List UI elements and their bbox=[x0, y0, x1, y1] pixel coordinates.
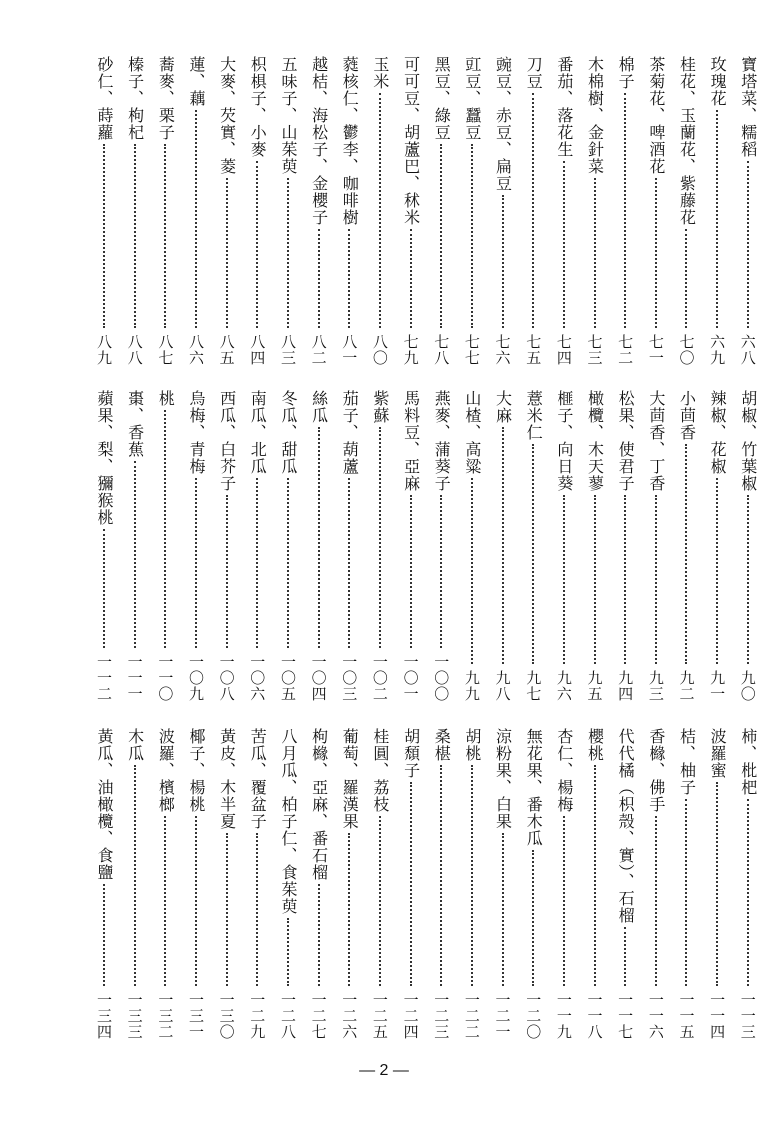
toc-entry bbox=[337, 56, 361, 366]
toc-entry-title: 辣椒、花椒 bbox=[708, 390, 728, 475]
toc-entry-title: 山楂、高粱 bbox=[462, 390, 482, 475]
toc-entry-page: 一一二 bbox=[95, 654, 113, 702]
toc-entry-title: 香櫞、佛手 bbox=[646, 728, 666, 813]
toc-entry-title: 蕎麥、栗子 bbox=[156, 56, 176, 141]
toc-entry bbox=[521, 56, 545, 366]
toc-entry bbox=[276, 56, 300, 366]
dotted-leader bbox=[532, 444, 534, 664]
toc-entry-page: 一〇二 bbox=[370, 654, 389, 702]
toc-entry-title: 桑椹 bbox=[432, 728, 452, 762]
toc-entry-title: 絲瓜 bbox=[309, 390, 329, 424]
toc-entry-page: 九八 bbox=[493, 670, 512, 702]
toc-entry-page: 一一八 bbox=[585, 992, 604, 1040]
toc-entry-title: 松果、使君子 bbox=[616, 390, 636, 492]
toc-entry bbox=[644, 728, 668, 1040]
toc-entry-title: 桂花、玉蘭花、紫藤花 bbox=[677, 56, 697, 226]
toc-entry bbox=[674, 390, 698, 702]
toc-entry-page: 七六 bbox=[493, 334, 512, 366]
dotted-leader bbox=[318, 229, 320, 328]
toc-entry-page: 七七 bbox=[462, 334, 481, 366]
dotted-leader bbox=[287, 918, 289, 986]
toc-entry-page: 九四 bbox=[616, 670, 635, 702]
dotted-leader bbox=[747, 799, 749, 986]
toc-entry-page: 一三一 bbox=[186, 992, 205, 1040]
toc-entry bbox=[674, 728, 698, 1040]
toc-entry-page: 九六 bbox=[554, 670, 573, 702]
dotted-leader bbox=[226, 178, 228, 328]
toc-entry-page: 七五 bbox=[524, 334, 543, 366]
toc-entry-page: 八五 bbox=[217, 334, 236, 366]
dotted-leader bbox=[563, 816, 565, 986]
toc-entry bbox=[245, 390, 269, 702]
toc-entry-title: 寶塔菜、糯稻 bbox=[738, 56, 758, 158]
toc-entry-page: 一〇六 bbox=[248, 654, 267, 702]
toc-entry bbox=[215, 728, 239, 1040]
toc-entry bbox=[368, 728, 392, 1040]
toc-entry-title: 枸櫞、亞麻、番石榴 bbox=[309, 728, 329, 881]
toc-entry-page: 一二九 bbox=[248, 992, 267, 1040]
dotted-leader bbox=[685, 229, 687, 328]
dotted-leader bbox=[134, 461, 136, 648]
toc-entry-page: 七二 bbox=[616, 334, 635, 366]
toc-entry-page: 一一〇 bbox=[156, 654, 175, 702]
toc-entry-title: 波羅蜜 bbox=[708, 728, 728, 779]
dotted-leader bbox=[655, 178, 657, 328]
dotted-leader bbox=[348, 478, 350, 648]
toc-entry bbox=[491, 728, 515, 1040]
toc-entry bbox=[613, 390, 637, 702]
dotted-leader bbox=[287, 478, 289, 648]
toc-entry-title: 蓮、藕 bbox=[186, 56, 206, 107]
toc-entry bbox=[184, 56, 208, 366]
toc-entry-page: 八二 bbox=[309, 334, 328, 366]
toc-entry bbox=[337, 390, 361, 702]
toc-entry-title: 五味子、山茱萸 bbox=[278, 56, 298, 175]
toc-entry-page: 九二 bbox=[677, 670, 696, 702]
toc-entry bbox=[460, 56, 484, 366]
dotted-leader bbox=[532, 93, 534, 328]
toc-entry bbox=[491, 390, 515, 702]
dotted-leader bbox=[226, 495, 228, 648]
toc-entry-title: 杏仁、楊梅 bbox=[554, 728, 574, 813]
dotted-leader bbox=[747, 161, 749, 328]
toc-entry-title: 烏梅、青梅 bbox=[186, 390, 206, 475]
toc-entry-title: 越桔、海松子、金櫻子 bbox=[309, 56, 329, 226]
dotted-leader bbox=[502, 427, 504, 664]
toc-entry-page: 八八 bbox=[125, 334, 144, 366]
dotted-leader bbox=[716, 782, 718, 986]
toc-entry-title: 胡頹子 bbox=[401, 728, 421, 779]
toc-entry-page: 一二一 bbox=[493, 992, 512, 1040]
toc-entry-title: 大麥、芡實、菱 bbox=[217, 56, 237, 175]
toc-entry bbox=[552, 728, 576, 1040]
toc-entry-page: 八四 bbox=[248, 334, 267, 366]
dotted-leader bbox=[134, 144, 136, 328]
dotted-leader bbox=[410, 229, 412, 328]
dotted-leader bbox=[410, 495, 412, 648]
dotted-leader bbox=[594, 495, 596, 664]
toc-entry bbox=[583, 390, 607, 702]
dotted-leader bbox=[195, 110, 197, 328]
toc-entry-title: 豇豆、蠶豆 bbox=[462, 56, 482, 141]
toc-entry bbox=[92, 390, 116, 702]
toc-entry-title: 玉米 bbox=[370, 56, 390, 90]
dotted-leader bbox=[440, 144, 442, 328]
toc-entry-page: 九五 bbox=[585, 670, 604, 702]
toc-entry-page: 七一 bbox=[646, 334, 665, 366]
toc-entry-title: 黃瓜、油橄欖、食鹽 bbox=[95, 728, 114, 881]
toc-entry-title: 馬料豆、亞麻 bbox=[401, 390, 421, 492]
toc-entry bbox=[399, 728, 423, 1040]
dotted-leader bbox=[103, 884, 105, 986]
toc-entry bbox=[92, 728, 116, 1040]
toc-entry-page: 八七 bbox=[156, 334, 175, 366]
toc-entry-title: 燕麥、蒲葵子 bbox=[432, 390, 452, 492]
toc-entry bbox=[123, 728, 147, 1040]
toc-entry bbox=[276, 390, 300, 702]
toc-entry-title: 桃 bbox=[156, 390, 176, 407]
dotted-leader bbox=[164, 410, 166, 648]
toc-entry-page: 一〇八 bbox=[217, 654, 236, 702]
toc-entry bbox=[399, 56, 423, 366]
toc-entry-page: 八九 bbox=[95, 334, 113, 366]
dotted-leader bbox=[471, 144, 473, 328]
toc-entry bbox=[521, 390, 545, 702]
toc-entry-title: 波羅、檳榔 bbox=[156, 728, 176, 813]
dotted-leader bbox=[256, 833, 258, 986]
toc-entry bbox=[307, 728, 331, 1040]
toc-entry-title: 柿、枇杷 bbox=[738, 728, 758, 796]
dotted-leader bbox=[655, 495, 657, 664]
dotted-leader bbox=[532, 850, 534, 986]
toc-entry-page: 六九 bbox=[708, 334, 727, 366]
toc-entry bbox=[460, 728, 484, 1040]
toc-entry-page: 一〇九 bbox=[186, 654, 205, 702]
toc-entry-title: 豌豆、赤豆、扁豆 bbox=[493, 56, 513, 192]
toc-entry bbox=[215, 390, 239, 702]
toc-entry-title: 刀豆 bbox=[524, 56, 544, 90]
toc-entry bbox=[644, 56, 668, 366]
toc-entry bbox=[153, 728, 177, 1040]
toc-entry bbox=[184, 390, 208, 702]
toc-entry-title: 紫蘇 bbox=[370, 390, 390, 424]
dotted-leader bbox=[624, 93, 626, 328]
dotted-leader bbox=[563, 161, 565, 328]
toc-entry-page: 一三二 bbox=[156, 992, 175, 1040]
toc-entry-page: 七三 bbox=[585, 334, 604, 366]
toc-entry bbox=[705, 56, 729, 366]
toc-entry-page: 一二五 bbox=[370, 992, 389, 1040]
toc-entry bbox=[521, 728, 545, 1040]
dotted-leader bbox=[226, 833, 228, 986]
toc-entry-page: 一〇一 bbox=[401, 654, 420, 702]
toc-entry bbox=[460, 390, 484, 702]
toc-entry-page: 一〇四 bbox=[309, 654, 328, 702]
dotted-leader bbox=[379, 427, 381, 648]
toc-entry-page: 八〇 bbox=[370, 334, 389, 366]
toc-entry-title: 茶菊花、啤酒花 bbox=[646, 56, 666, 175]
toc-entry-title: 木瓜 bbox=[125, 728, 145, 762]
toc-entry-title: 棗、香蕉 bbox=[125, 390, 145, 458]
toc-entry-title: 棉子 bbox=[616, 56, 636, 90]
toc-entry-title: 八月瓜、柏子仁、食茱萸 bbox=[278, 728, 298, 915]
toc-entry-page: 八三 bbox=[278, 334, 297, 366]
toc-entry-page: 一一五 bbox=[677, 992, 696, 1040]
dotted-leader bbox=[379, 816, 381, 986]
toc-entry-page: 一一四 bbox=[708, 992, 727, 1040]
toc-entry bbox=[153, 390, 177, 702]
toc-entry bbox=[153, 56, 177, 366]
dotted-leader bbox=[256, 478, 258, 648]
toc-entry-page: 九〇 bbox=[738, 670, 757, 702]
toc-entry-page: 一三三 bbox=[125, 992, 144, 1040]
dotted-leader bbox=[348, 833, 350, 986]
toc-entry bbox=[276, 728, 300, 1040]
toc-entry-page: 八六 bbox=[186, 334, 205, 366]
dotted-leader bbox=[256, 161, 258, 328]
toc-entry bbox=[307, 56, 331, 366]
toc-entry-page: 一一一 bbox=[125, 654, 144, 702]
toc-entry-page: 七八 bbox=[432, 334, 451, 366]
dotted-leader bbox=[440, 765, 442, 986]
toc-entry-page: 一〇〇 bbox=[432, 654, 451, 702]
toc-entry bbox=[552, 56, 576, 366]
toc-entry-title: 涼粉果、白果 bbox=[493, 728, 513, 830]
toc-entry-title: 無花果、番木瓜 bbox=[524, 728, 544, 847]
dotted-leader bbox=[502, 195, 504, 328]
toc-entry bbox=[613, 56, 637, 366]
toc-entry-title: 枳椇子、小麥 bbox=[248, 56, 268, 158]
dotted-leader bbox=[563, 495, 565, 664]
dotted-leader bbox=[195, 816, 197, 986]
dotted-leader bbox=[502, 833, 504, 986]
toc-entry-title: 番茄、落花生 bbox=[554, 56, 574, 158]
toc-entry bbox=[613, 728, 637, 1040]
dotted-leader bbox=[103, 529, 105, 648]
toc-entry-title: 冬瓜、甜瓜 bbox=[278, 390, 298, 475]
toc-entry bbox=[644, 390, 668, 702]
toc-entry-title: 砂仁、蒔蘿 bbox=[95, 56, 114, 141]
dotted-leader bbox=[348, 229, 350, 328]
toc-entry-page: 一一七 bbox=[616, 992, 635, 1040]
toc-entry bbox=[736, 56, 760, 366]
toc-entry-page: 九七 bbox=[524, 670, 543, 702]
toc-entry-page: 一二六 bbox=[340, 992, 359, 1040]
toc-entry-title: 榛子、枸杞 bbox=[125, 56, 145, 141]
toc-entry-page: 七九 bbox=[401, 334, 420, 366]
dotted-leader bbox=[747, 495, 749, 664]
dotted-leader bbox=[379, 93, 381, 328]
dotted-leader bbox=[716, 478, 718, 664]
dotted-leader bbox=[594, 765, 596, 986]
toc-block-top bbox=[92, 56, 760, 366]
toc-entry-page: 七〇 bbox=[677, 334, 696, 366]
toc-block-middle bbox=[92, 390, 760, 702]
dotted-leader bbox=[685, 799, 687, 986]
toc-entry-page: 一二八 bbox=[278, 992, 297, 1040]
toc-entry bbox=[123, 390, 147, 702]
toc-entry bbox=[399, 390, 423, 702]
toc-entry-title: 南瓜、北瓜 bbox=[248, 390, 268, 475]
dotted-leader bbox=[440, 495, 442, 648]
toc-entry bbox=[368, 56, 392, 366]
toc-entry bbox=[705, 390, 729, 702]
dotted-leader bbox=[624, 927, 626, 986]
dotted-leader bbox=[685, 444, 687, 664]
toc-entry-page: 九九 bbox=[462, 670, 481, 702]
toc-entry bbox=[583, 728, 607, 1040]
toc-entry bbox=[215, 56, 239, 366]
dotted-leader bbox=[287, 178, 289, 328]
toc-entry-page: 八一 bbox=[340, 334, 359, 366]
toc-entry bbox=[307, 390, 331, 702]
toc-entry bbox=[245, 728, 269, 1040]
toc-entry-page: 一三〇 bbox=[217, 992, 236, 1040]
toc-entry-page: 一〇三 bbox=[340, 654, 359, 702]
toc-entry-title: 可可豆、胡蘆巴、秫米 bbox=[401, 56, 421, 226]
toc-entry-page: 一二四 bbox=[401, 992, 420, 1040]
toc-entry-page: 一二二 bbox=[462, 992, 481, 1040]
toc-entry-page: 七四 bbox=[554, 334, 573, 366]
toc-entry-page: 一一六 bbox=[646, 992, 665, 1040]
toc-entry bbox=[184, 728, 208, 1040]
toc-entry bbox=[429, 390, 453, 702]
toc-entry-page: 九一 bbox=[708, 670, 727, 702]
toc-entry-title: 櫻桃 bbox=[585, 728, 605, 762]
toc-entry bbox=[245, 56, 269, 366]
toc-entry bbox=[491, 56, 515, 366]
toc-entry-title: 西瓜、白芥子 bbox=[217, 390, 237, 492]
dotted-leader bbox=[134, 765, 136, 986]
dotted-leader bbox=[318, 884, 320, 986]
toc-entry-title: 椰子、楊桃 bbox=[186, 728, 206, 813]
toc-entry-title: 苦瓜、覆盆子 bbox=[248, 728, 268, 830]
toc-entry-title: 胡桃 bbox=[462, 728, 482, 762]
dotted-leader bbox=[471, 765, 473, 986]
toc-entry-title: 茄子、葫蘆 bbox=[340, 390, 360, 475]
dotted-leader bbox=[594, 178, 596, 328]
toc-entry bbox=[429, 728, 453, 1040]
toc-entry-page: 九三 bbox=[646, 670, 665, 702]
dotted-leader bbox=[655, 816, 657, 986]
toc-entry bbox=[552, 390, 576, 702]
dotted-leader bbox=[471, 478, 473, 664]
dotted-leader bbox=[164, 144, 166, 328]
toc-entry-page: 一二七 bbox=[309, 992, 328, 1040]
dotted-leader bbox=[716, 110, 718, 328]
toc-block-bottom bbox=[92, 728, 760, 1040]
toc-entry bbox=[583, 56, 607, 366]
dotted-leader bbox=[103, 144, 105, 328]
toc-entry bbox=[337, 728, 361, 1040]
toc-entry-page: 六八 bbox=[738, 334, 757, 366]
toc-entry bbox=[368, 390, 392, 702]
toc-entry-title: 葡萄、羅漢果 bbox=[340, 728, 360, 830]
toc-entry-title: 黃皮、木半夏 bbox=[217, 728, 237, 830]
toc-entry-title: 橄欖、木天蓼 bbox=[585, 390, 605, 492]
toc-entry-title: 桔、柚子 bbox=[677, 728, 697, 796]
toc-entry-page: 一三四 bbox=[95, 992, 113, 1040]
toc-entry-title: 木棉樹、金針菜 bbox=[585, 56, 605, 175]
toc-entry bbox=[123, 56, 147, 366]
toc-entry bbox=[736, 728, 760, 1040]
dotted-leader bbox=[410, 782, 412, 986]
toc-entry-page: 一一三 bbox=[738, 992, 757, 1040]
toc-entry bbox=[736, 390, 760, 702]
toc-entry-title: 胡椒、竹葉椒 bbox=[738, 390, 758, 492]
page-number: — 2 — bbox=[359, 1062, 409, 1079]
toc-entry-page: 一二三 bbox=[432, 992, 451, 1040]
toc-entry-title: 大茴香、丁香 bbox=[646, 390, 666, 492]
toc-entry-page: 一〇五 bbox=[278, 654, 297, 702]
toc-entry-title: 黑豆、綠豆 bbox=[432, 56, 452, 141]
toc-entry bbox=[92, 56, 116, 366]
toc-entry bbox=[429, 56, 453, 366]
toc-entry-title: 榧子、向日葵 bbox=[554, 390, 574, 492]
toc-entry-title: 蕤核仁、鬱李、咖啡樹 bbox=[340, 56, 360, 226]
toc-entry-title: 桂圓、荔枝 bbox=[370, 728, 390, 813]
dotted-leader bbox=[318, 427, 320, 648]
dotted-leader bbox=[624, 495, 626, 664]
toc-entry-title: 大麻 bbox=[493, 390, 513, 424]
toc-entry-page: 一二〇 bbox=[524, 992, 543, 1040]
toc-entry-title: 蘋果、梨、獼猴桃 bbox=[95, 390, 114, 526]
toc-entry bbox=[705, 728, 729, 1040]
toc-entry-title: 代代橘（枳殼、實）、石榴 bbox=[616, 728, 636, 924]
toc-entry-title: 玫瑰花 bbox=[708, 56, 728, 107]
toc-entry-title: 薏米仁 bbox=[524, 390, 544, 441]
toc-entry-page: 一一九 bbox=[554, 992, 573, 1040]
toc-entry-title: 小茴香 bbox=[677, 390, 697, 441]
toc-entry bbox=[674, 56, 698, 366]
dotted-leader bbox=[195, 478, 197, 648]
dotted-leader bbox=[164, 816, 166, 986]
